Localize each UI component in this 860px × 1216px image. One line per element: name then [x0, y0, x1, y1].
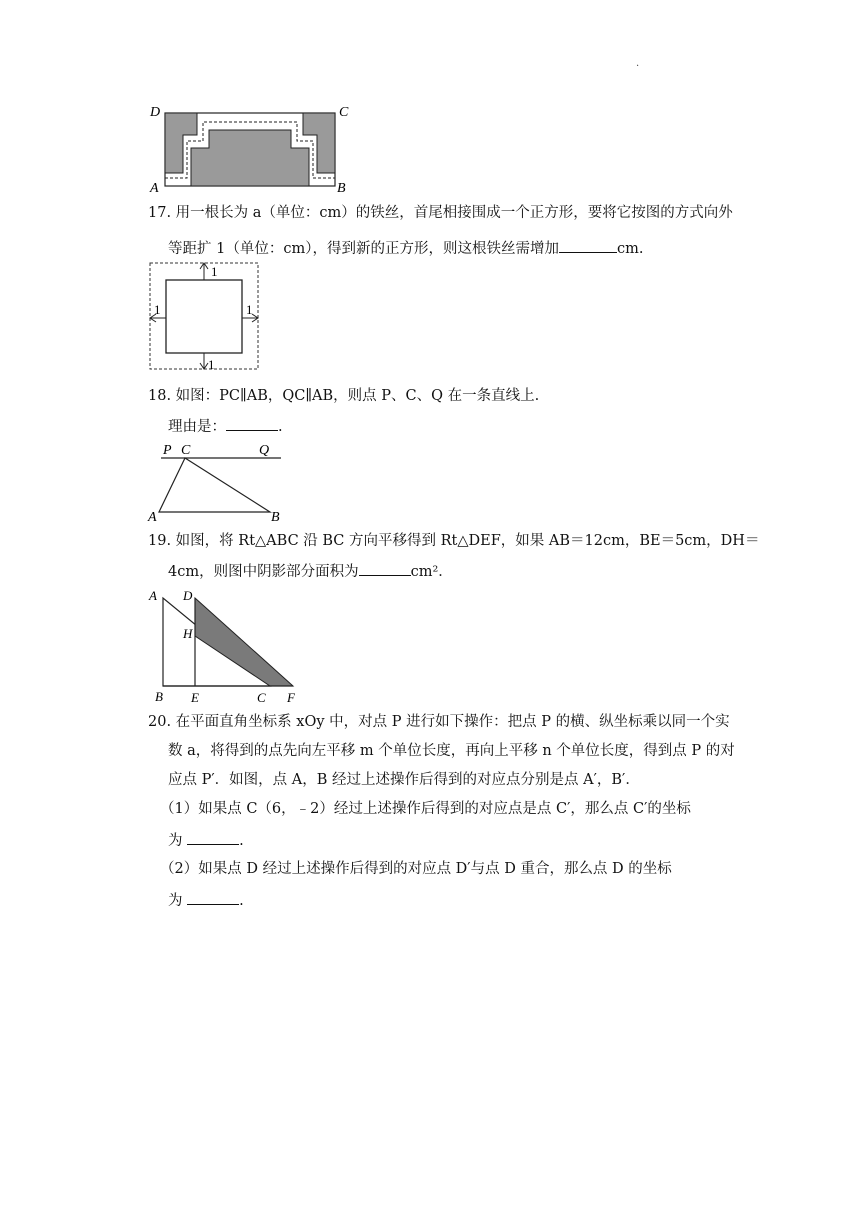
- q17-label-right: 1: [246, 302, 253, 317]
- q16-label-c: C: [339, 105, 349, 120]
- q17-number: 17.: [148, 205, 172, 221]
- q19-answer-blank[interactable]: [359, 561, 411, 576]
- q18-label-a: A: [148, 510, 157, 524]
- q20-sub2-text-2a: 为: [168, 893, 183, 909]
- q17-line1: [148, 203, 733, 223]
- q17-label-top: 1: [211, 264, 218, 279]
- q16-figure: [145, 98, 360, 196]
- q20-sub1-line2: [168, 830, 244, 851]
- q20-sub1-text-2b: .: [239, 833, 244, 849]
- q19-line1: [148, 531, 759, 551]
- q20-sub2-text-2b: .: [239, 893, 244, 909]
- q17-text-2a: 等距扩 1（单位：cm），得到新的正方形，则这根铁丝需增加: [168, 241, 559, 257]
- q20-sub2-line2: [168, 890, 244, 911]
- q18-text-2a: 理由是：: [168, 419, 226, 435]
- q19-figure: [145, 586, 305, 706]
- q18-label-b: B: [271, 510, 280, 524]
- q17-line2: [168, 238, 643, 259]
- q19-text-1: 如图，将 Rt△ABC 沿 BC 方向平移得到 Rt△DEF，如果 AB＝12cm，BE＝5cm，DH＝: [175, 533, 760, 549]
- q20-line2: [168, 741, 735, 761]
- q18-line1: [148, 386, 539, 406]
- q17-label-left: 1: [154, 302, 161, 317]
- q20-number: 20.: [148, 714, 172, 730]
- q20-sub1-answer-blank[interactable]: [187, 830, 239, 845]
- q19-text-2b: cm²．: [410, 564, 453, 580]
- q20-text-2: 数 a，将得到的点先向左平移 m 个单位长度，再向上平移 n 个单位长度，得到点 P 的对: [168, 743, 735, 759]
- q20-sub1-text-1: （1）如果点 C（6，﹣2）经过上述操作后得到的对应点是点 C′，那么点 C′的坐标: [160, 801, 691, 817]
- q18-answer-blank[interactable]: [226, 416, 278, 431]
- header-mark: .: [636, 58, 640, 69]
- q19-number: 19.: [148, 533, 172, 549]
- q18-text-2b: .: [278, 419, 283, 435]
- q19-label-h: H: [183, 626, 193, 641]
- q17-text-1: 用一根长为 a（单位：cm）的铁丝，首尾相接围成一个正方形，要将它按图的方式向外: [175, 205, 733, 221]
- q18-figure: [145, 438, 290, 524]
- q17-text-2b: cm.: [616, 241, 644, 257]
- q18-number: 18.: [148, 388, 172, 404]
- q19-label-e: E: [191, 690, 199, 705]
- q18-label-c: C: [181, 443, 191, 458]
- q20-sub2-answer-blank[interactable]: [187, 890, 239, 905]
- q16-label-b: B: [337, 181, 346, 196]
- q20-text-1: 在平面直角坐标系 xOy 中，对点 P 进行如下操作：把点 P 的横、纵坐标乘以同一个实: [175, 714, 730, 730]
- q20-sub2-line1: [160, 859, 672, 879]
- q17-figure: [145, 258, 265, 374]
- q19-label-d: D: [183, 588, 193, 603]
- q19-label-c: C: [257, 690, 266, 705]
- q19-label-b: B: [155, 689, 163, 704]
- q19-text-2a: 4cm，则图中阴影部分面积为: [168, 564, 359, 580]
- q18-line2: [168, 416, 283, 437]
- q18-text-1: 如图：PC∥AB，QC∥AB，则点 P、C、Q 在一条直线上.: [175, 388, 540, 404]
- q20-sub1-text-2a: 为: [168, 833, 183, 849]
- q16-label-d: D: [150, 105, 161, 120]
- q18-label-p: P: [163, 443, 172, 458]
- q19-label-a: A: [149, 588, 157, 603]
- q18-label-q: Q: [259, 443, 270, 458]
- q20-line3: [168, 770, 640, 790]
- q19-line2: [168, 561, 453, 582]
- q17-answer-blank[interactable]: [559, 238, 617, 253]
- q16-label-a: A: [150, 181, 159, 196]
- q17-label-bottom: 1: [208, 357, 215, 372]
- q20-sub2-text-1: （2）如果点 D 经过上述操作后得到的对应点 D′与点 D 重合，那么点 D 的坐标: [160, 861, 672, 877]
- q20-sub1-line1: [160, 799, 691, 819]
- q20-text-3: 应点 P′．如图，点 A，B 经过上述操作后得到的对应点分别是点 A′，B′．: [168, 772, 640, 788]
- q20-line1: [148, 712, 730, 732]
- q19-label-f: F: [287, 690, 295, 705]
